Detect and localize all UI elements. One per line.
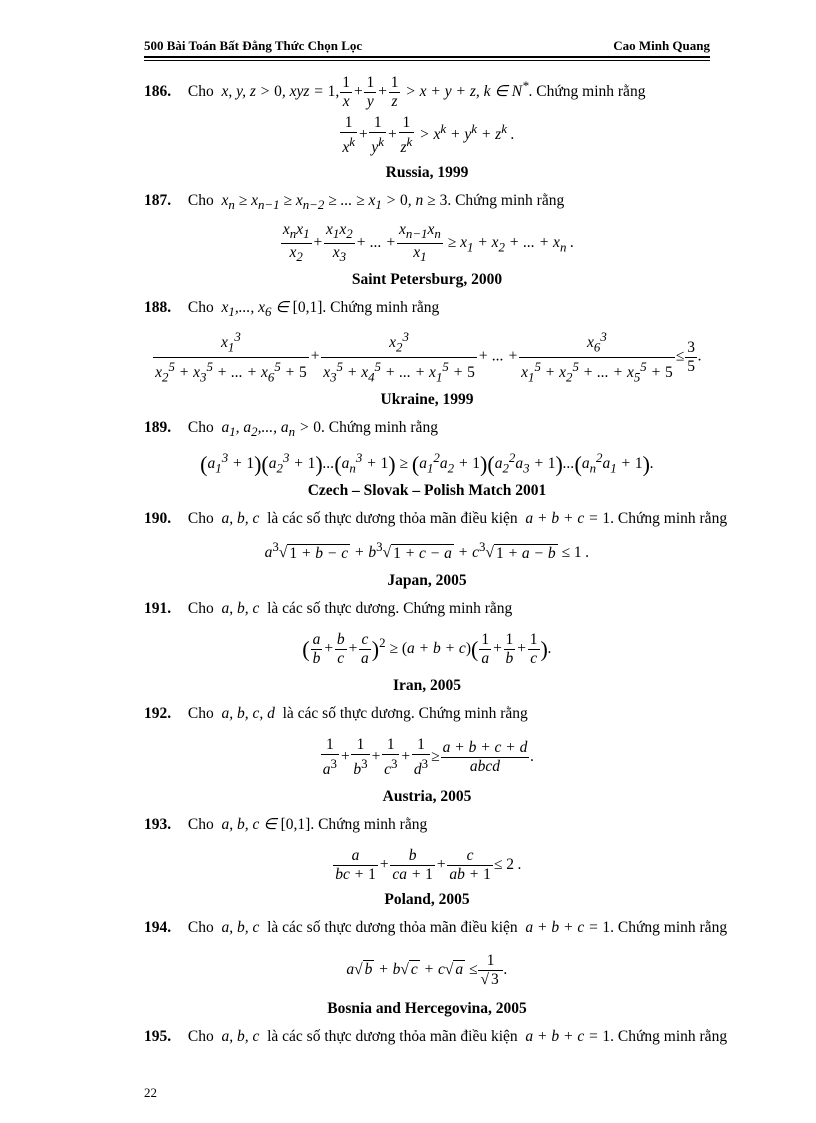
problem-lead: Cho [187, 299, 214, 317]
problem-source: Ukraine, 1999 [380, 390, 474, 408]
problem-formula: $(a_1^3 + 1)(a_2^3 + 1)...(a_n^3 + 1) \ge (a_1^2a_2 + 1)(a_2^2a_3 + 1)...(a_n^2a_1 + 1)$. [200, 449, 654, 477]
problem-tail: . Chứng minh rằng [528, 83, 646, 101]
problem-191 [144, 593, 710, 698]
problem-formula: $\frac{1}{x^k}$ + $\frac{1}{y^k}$ + $\frac{1}{z^k}$ > $x^k + y^k + z^k$ . [342, 114, 515, 157]
problem-variables: a, b, c [217, 599, 264, 617]
problem-lead: Cho [187, 83, 214, 101]
problem-tail: . Chứng minh rằng [322, 299, 440, 317]
problem-variables: a, b, c, d [217, 704, 279, 722]
problem-188 [144, 292, 710, 412]
problem-source: Russia, 1999 [385, 164, 469, 182]
problem-lead: Cho [187, 418, 214, 436]
problem-tail: là các số thực dương thỏa mãn điều kiện [267, 918, 518, 936]
problem-tail: . Chứng minh rằng [321, 418, 438, 436]
problem-number: 187. [144, 192, 172, 210]
problem-number: 190. [144, 510, 172, 528]
problem-condition: $a_1$, $a_2$,..., $a_n > 0$ [217, 418, 322, 439]
problem-tail: . Chứng minh rằng [310, 815, 428, 833]
problem-tail: . Chứng minh rằng [447, 192, 565, 210]
problem-tail2: . Chứng minh rằng [610, 1027, 728, 1045]
problem-lead: Cho [187, 704, 214, 722]
problem-condition: x, y, z > 0, xyz = 1, $\frac{1}{x}$ + $\frac{1}{y}$ + $\frac{1}{z}$ > x + y + z, k ∈ N* [217, 74, 529, 111]
problem-condition: $x_1$,..., $x_6$ ∈ [0,1] [217, 299, 323, 320]
problem-variables: a, b, c [217, 918, 264, 936]
problem-195 [144, 1021, 728, 1053]
book-title: 500 Bài Toán Bất Đẳng Thức Chọn Lọc [144, 38, 363, 53]
problem-number: 192. [144, 704, 172, 722]
problem-variables: a, b, c [217, 1027, 264, 1045]
problem-lead: Cho [187, 192, 214, 210]
problem-194 [144, 912, 728, 1021]
problem-condition: a + b + c = 1 [521, 510, 611, 528]
problem-lead: Cho [187, 918, 214, 936]
problem-formula: $\frac{1}{a^3}$ + $\frac{1}{b^3}$ + $\frac{1}{c^3}$ + $\frac{1}{d^3}$ ≥ $\frac{a + b + c + d}{\text{abcd}}$ . [322, 735, 535, 778]
problem-lead: Cho [187, 510, 214, 528]
problem-tail2: . Chứng minh rằng [610, 918, 728, 936]
problem-source: Iran, 2005 [392, 676, 462, 694]
problem-formula: $\frac{x_nx_1}{x_2}$ + $\frac{x_1x_2}{x_3}$ + ... + $\frac{x_{n-1}x_n}{x_1}$ ≥ $x_1 + x_2$ + ... + $x_n$ . [282, 221, 575, 265]
problem-190 [144, 503, 728, 592]
problem-tail: là các số thực dương thỏa mãn điều kiện [267, 510, 518, 528]
problem-source: Bosnia and Hercegovina, 2005 [327, 999, 527, 1017]
problem-189 [144, 412, 710, 504]
problem-tail: là các số thực dương thỏa mãn điều kiện [267, 1027, 518, 1045]
page-number: 22 [144, 1085, 157, 1100]
problem-source: Austria, 2005 [382, 787, 472, 805]
problem-formula: a√ b + b√ c + c√ a ≤ $\frac{1}{√ 3}$ . [346, 951, 508, 988]
problem-number: 193. [144, 815, 172, 833]
problem-formula: $\frac{x_1^3}{x_2^5 + x_3^5 + ... + x_6^5 + 5}$ + $\frac{x_2^3}{x_3^5 + x_4^5 + ... + x_1^5 + 5}$ + ... + $\frac{x_6^3}{x_1^5 + x_2^5 + ... + x_5^5 + 5}$ ≤ $\frac{3}{5}$ . [155, 329, 702, 384]
problem-source: Poland, 2005 [384, 890, 470, 908]
problem-193 [144, 809, 710, 912]
problem-source: Japan, 2005 [387, 571, 467, 589]
author-name: Cao Minh Quang [613, 38, 710, 53]
problem-condition: a + b + c = 1 [521, 1027, 611, 1045]
problem-lead: Cho [187, 815, 214, 833]
problem-number: 188. [144, 299, 172, 317]
problem-tail: là các số thực dương. Chứng minh rằng [282, 704, 528, 722]
problem-number: 189. [144, 418, 172, 436]
problem-187 [144, 185, 710, 292]
problem-variables: a, b, c [217, 510, 264, 528]
problem-source: Czech – Slovak – Polish Match 2001 [307, 482, 547, 500]
problem-condition: a, b, c ∈ [0,1] [217, 815, 311, 833]
problem-lead: Cho [187, 1027, 214, 1045]
problem-number: 191. [144, 599, 172, 617]
problem-tail: là các số thực dương. Chứng minh rằng [267, 599, 513, 617]
header-rule-thin [144, 60, 710, 61]
problem-source: Saint Petersburg, 2000 [351, 271, 503, 289]
problem-number: 194. [144, 918, 172, 936]
problem-186 [144, 70, 710, 185]
problem-192 [144, 698, 710, 809]
problem-lead: Cho [187, 599, 214, 617]
problem-number: 195. [144, 1027, 172, 1045]
problem-condition: a + b + c = 1 [521, 918, 611, 936]
problem-formula: $a^3√$ $1 + b - c + b^3√$ $1 + c - a + c^3√$ 1 + a − b ≤ 1 . [264, 539, 590, 562]
header-rule [144, 56, 710, 58]
page-header [144, 36, 710, 56]
problem-formula: ( $\frac{a}{b}$ + $\frac{b}{c}$ + $\frac{c}{a}$ )$^2$ ≥ (a + b + c)( $\frac{1}{a}$ + $\frac{1}{b}$ + $\frac{1}{c}$ ). [302, 630, 552, 667]
problem-number: 186. [144, 83, 172, 101]
problem-list [144, 70, 728, 1053]
problem-condition: $x_n \ge x_{n-1} \ge x_{n-2}$ ≥ ... ≥ $x_1 > 0$, n ≥ 3 [217, 192, 448, 213]
problem-formula: $\frac{a}{bc + 1}$ + $\frac{b}{ca + 1}$ + $\frac{c}{ab + 1}$ ≤ 2 . [335, 846, 522, 883]
problem-tail2: . Chứng minh rằng [610, 510, 728, 528]
